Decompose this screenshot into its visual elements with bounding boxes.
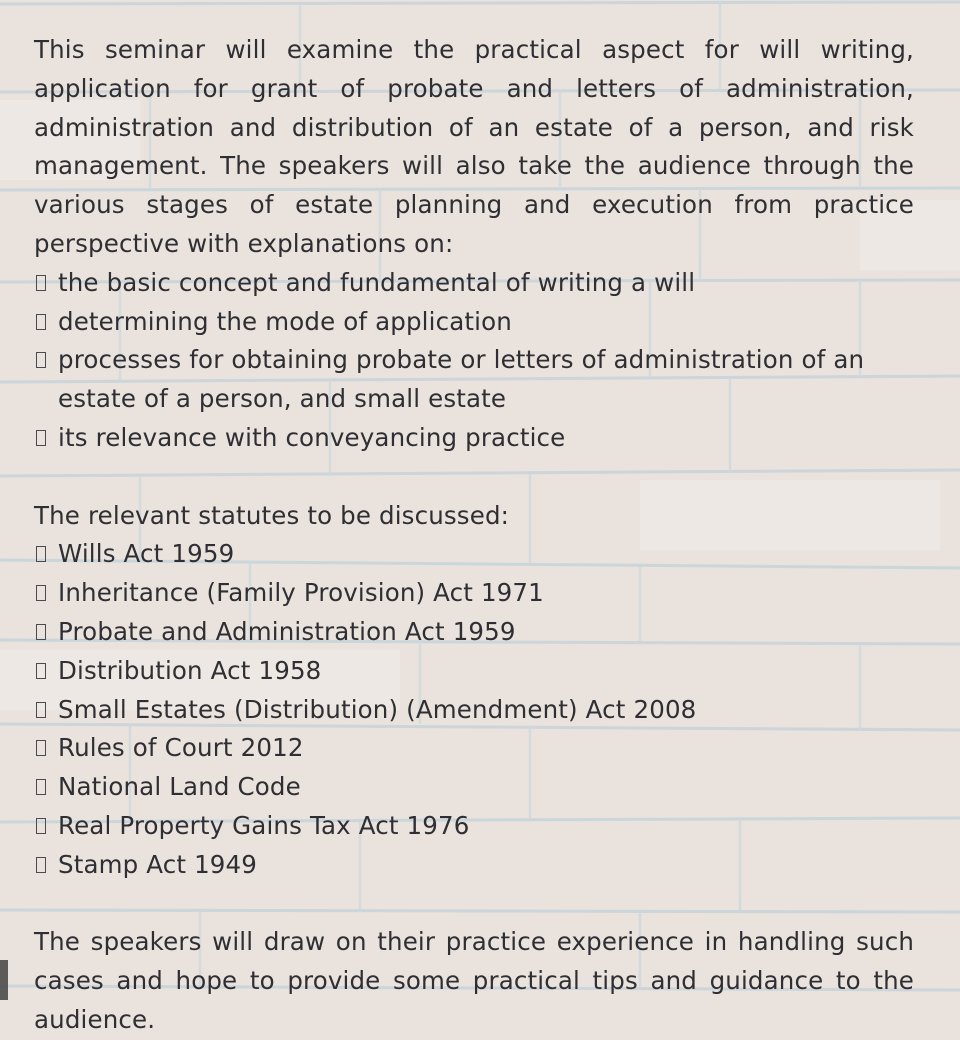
- statute-text: Real Property Gains Tax Act 1976: [58, 810, 470, 840]
- statutes-list: [34, 535, 914, 884]
- section-spacer: [34, 458, 914, 497]
- intro-paragraph: This seminar will examine the practical aspect for will writing, application for grant of probate and letters of administration, administration and distribution of an estate of a person, and risk management. The speakers will also take the audience through the various stages of estate planning and execution from practice perspective with explanations on:: [34, 35, 914, 258]
- seminar-description: [34, 31, 914, 1040]
- list-item: [34, 264, 914, 303]
- list-item: [34, 652, 914, 691]
- square-bullet-icon: [36, 546, 46, 562]
- square-bullet-icon: [36, 314, 46, 330]
- list-item: [34, 729, 914, 768]
- topic-text: its relevance with conveyancing practice: [58, 422, 566, 452]
- list-item: [34, 303, 914, 342]
- square-bullet-icon: [36, 352, 46, 368]
- list-item: [34, 574, 914, 613]
- statute-text: National Land Code: [58, 772, 301, 802]
- square-bullet-icon: [36, 585, 46, 601]
- square-bullet-icon: [36, 430, 46, 446]
- topic-text: determining the mode of application: [58, 306, 512, 336]
- list-item: [34, 691, 914, 730]
- square-bullet-icon: [36, 624, 46, 640]
- list-item: [34, 419, 914, 458]
- statute-text: Distribution Act 1958: [58, 655, 322, 685]
- statute-text: Wills Act 1959: [58, 539, 235, 569]
- statutes-heading: The relevant statutes to be discussed:: [34, 500, 510, 530]
- statute-text: Inheritance (Family Provision) Act 1971: [58, 578, 544, 608]
- closing-paragraph: The speakers will draw on their practice experience in handling such cases and hope to provide some practical tips and guidance to the audience.: [34, 927, 914, 1034]
- topic-text: processes for obtaining probate or letters of administration of an: [58, 345, 865, 375]
- square-bullet-icon: [36, 740, 46, 756]
- list-item: [34, 535, 914, 574]
- square-bullet-icon: [36, 857, 46, 873]
- square-bullet-icon: [36, 663, 46, 679]
- list-item: [34, 807, 914, 846]
- list-item: [34, 341, 914, 380]
- statute-text: Small Estates (Distribution) (Amendment) Act 2008: [58, 694, 697, 724]
- statute-text: Stamp Act 1949: [58, 849, 258, 879]
- topics-list: [34, 264, 914, 458]
- statute-text: Probate and Administration Act 1959: [58, 616, 516, 646]
- section-spacer: [34, 885, 914, 924]
- topic-text: the basic concept and fundamental of writing a will: [58, 267, 696, 297]
- list-item: [34, 846, 914, 885]
- list-item: [34, 768, 914, 807]
- square-bullet-icon: [36, 702, 46, 718]
- statute-text: Rules of Court 2012: [58, 733, 304, 763]
- topic-continuation: estate of a person, and small estate: [58, 384, 507, 414]
- square-bullet-icon: [36, 275, 46, 291]
- square-bullet-icon: [36, 818, 46, 834]
- square-bullet-icon: [36, 779, 46, 795]
- list-item: [34, 613, 914, 652]
